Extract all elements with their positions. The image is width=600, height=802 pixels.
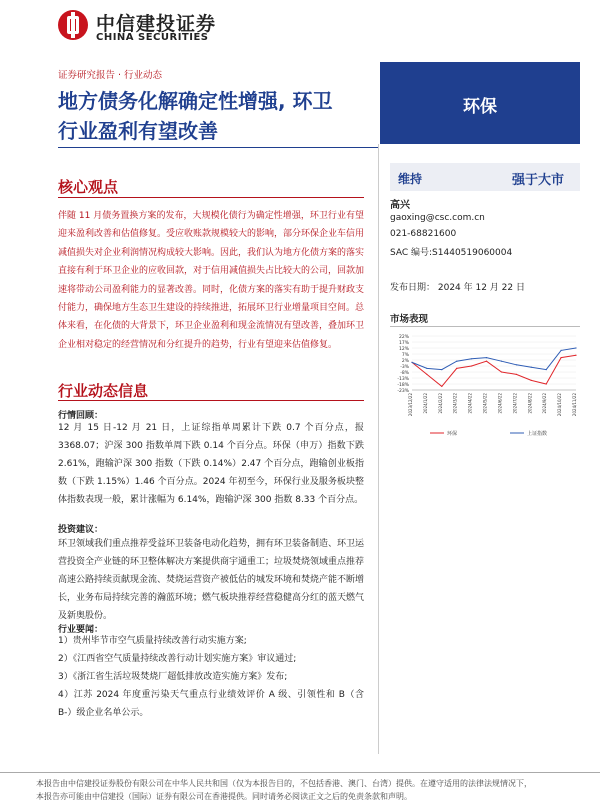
rating-value: 强于大市 xyxy=(511,173,564,188)
y-tick-label: 7% xyxy=(401,353,409,358)
data-point xyxy=(456,368,457,369)
title-divider xyxy=(58,147,378,148)
x-tick-label: 2024/10/22 xyxy=(557,393,563,417)
policy-list xyxy=(58,632,364,722)
y-tick-label: 17% xyxy=(398,341,409,346)
market-heading: 市场表现 xyxy=(390,314,429,325)
review-text: 12 月 15 日-12 月 21 日，上证综指单周累计下跌 0.7 个百分点，报 3368.07；沪深 300 指数单周下跌 0.14 个百分点。环保（申万）指数下跌 2.61%，跑输沪深 300 指数（下跌 0.14%）2.47 个百分点，跑输创业板指数（下跌 1.15%）1.46 个百分点。2024 年初至今，环保行业及服务板块整体指数表现一般，累计涨幅为 6.14%，跑输沪深 300 指数 8.33 个百分点。 xyxy=(58,423,364,505)
policy-label: 行业要闻： xyxy=(58,625,104,635)
data-point xyxy=(501,361,502,362)
data-point xyxy=(456,361,457,362)
dynamics-heading: 行业动态信息 xyxy=(58,382,149,400)
x-tick-label: 2024/2/22 xyxy=(437,393,443,414)
data-point xyxy=(486,357,487,358)
data-point xyxy=(575,347,576,348)
data-point xyxy=(501,371,502,372)
data-point xyxy=(471,358,472,359)
core-text: 伴随 11 月债务置换方案的发布，大规模化债行为确定性增强，环卫行业有望迎来盈利改善和估值修复。受应收账款规模较大的影响，部分环保企业车信用减值损失对企业利润情况构成较大影响。因此，我们认为地方化债方案的落实直接有利于环卫企业的应收回款，对于信用减值损失占比较大的公司，回款加速将带动公司盈利能力的显著改善。同时，化债方案的落实有助于提升财政支付能力，确保地方生态卫生建设的持续推进，拓展环卫行业增量项目空间。总体来看，在化债的大背景下，环卫企业盈利和现金流情况有望改善，叠加环卫企业相对稳定的经营情况和分红提升的趋势，行业有望迎来估值修复。 xyxy=(58,211,365,350)
page-title xyxy=(58,86,388,146)
data-point xyxy=(560,350,561,351)
y-tick-label: -3% xyxy=(400,365,409,370)
y-tick-label: 12% xyxy=(398,347,409,352)
rating-label: 维持 xyxy=(398,172,423,186)
x-tick-label: 2024/7/22 xyxy=(512,393,518,414)
y-tick-label: 22% xyxy=(398,335,409,340)
title-line-1: 地方债务化解确定性增强, 环卫 xyxy=(58,89,333,113)
data-point xyxy=(516,374,517,375)
market-heading-rule xyxy=(390,326,580,327)
y-tick-label: -18% xyxy=(397,383,409,388)
core-heading-rule xyxy=(58,197,364,198)
data-point xyxy=(546,369,547,370)
legend-label: 环保 xyxy=(447,431,458,437)
y-tick-label: -8% xyxy=(400,371,409,376)
list-item: 3）《浙江省生活垃圾焚烧厂超低排放改造实施方案》发布; xyxy=(58,672,288,682)
list-item: 4）江苏 2024 年度重污染天气重点行业绩效评价 A 级、引领性和 B（含 B-）级企业名单公示。 xyxy=(58,690,364,718)
advice-label: 投资建议： xyxy=(58,525,104,535)
y-tick-label: -23% xyxy=(397,389,409,394)
analyst-phone: 021-68821600 xyxy=(390,229,457,239)
data-point xyxy=(426,368,427,369)
x-tick-label: 2024/8/22 xyxy=(527,393,533,414)
company-name: 中信建投证券 xyxy=(96,13,217,35)
footer-disclaimer-1: 本报告由中信建投证券股份有限公司在中华人民共和国（仅为本报告目的，不包括香港、澳门、台湾）提供。在遵守适用的法律法规情况下， xyxy=(36,779,532,788)
y-tick-label: 2% xyxy=(401,359,409,364)
dynamics-heading-rule xyxy=(58,400,364,401)
list-item: 1）贵州毕节市空气质量持续改善行动实施方案; xyxy=(58,636,247,646)
data-point xyxy=(426,374,427,375)
market-performance-chart xyxy=(390,332,580,440)
column-divider xyxy=(378,144,379,754)
x-tick-label: 2024/11/22 xyxy=(572,393,577,417)
data-point xyxy=(531,380,532,381)
advice-text: 环卫领域我们重点推荐受益环卫装备电动化趋势，拥有环卫装备制造、环卫运营投资全产业链的环卫整体解决方案提供商宇通重工；垃圾焚烧领域重点推荐高速公路持续贡献现金流、焚烧运营资产被低估的城发环境和焚烧产能不断增长，业务布局持续完善的瀚蓝环境；燃气板块推荐经营稳健高分红的蓝天燃气及新奥股份。 xyxy=(58,539,365,621)
x-tick-label: 2024/3/22 xyxy=(452,393,458,414)
core-heading: 核心观点 xyxy=(58,178,119,196)
data-point xyxy=(411,362,412,363)
x-tick-label: 2024/4/22 xyxy=(467,393,473,414)
company-name-en: CHINA SECURITIES xyxy=(96,32,209,43)
report-type: 证券研究报告 · 行业动态 xyxy=(58,70,163,81)
data-point xyxy=(546,383,547,384)
footer-disclaimer-2: 本报告亦可能由中信建投（国际）证券有限公司在香港提供。同时请务必阅读正文之后的免责条款和声明。 xyxy=(36,792,412,801)
x-tick-label: 2024/1/22 xyxy=(422,393,428,414)
list-item: 2）《江西省空气质量持续改善行动计划实施方案》审议通过; xyxy=(58,654,297,664)
sector-label: 环保 xyxy=(463,97,497,117)
title-line-2: 行业盈利有望改善 xyxy=(58,119,218,143)
data-point xyxy=(486,361,487,362)
x-tick-label: 2024/5/22 xyxy=(482,393,488,414)
y-tick-label: -13% xyxy=(397,377,409,382)
data-point xyxy=(441,369,442,370)
data-point xyxy=(516,364,517,365)
company-logo-icon xyxy=(58,10,88,40)
x-tick-label: 2024/6/22 xyxy=(497,393,503,414)
legend-label: 上证指数 xyxy=(527,431,548,437)
publish-date: 发布日期： 2024 年 12 月 22 日 xyxy=(390,283,525,293)
data-point xyxy=(441,386,442,387)
sector-banner xyxy=(380,62,580,144)
analyst-email: gaoxing@csc.com.cn xyxy=(390,213,485,223)
data-point xyxy=(560,357,561,358)
review-label: 行情回顾： xyxy=(58,411,104,421)
analyst-name: 高兴 xyxy=(390,200,410,211)
analyst-sac: SAC 编号:S1440519060004 xyxy=(390,248,513,258)
rating-bar xyxy=(390,163,580,191)
x-tick-label: 2023/12/22 xyxy=(408,393,413,417)
data-point xyxy=(471,365,472,366)
x-tick-label: 2024/9/22 xyxy=(542,393,548,414)
footer-divider xyxy=(0,772,600,773)
data-point xyxy=(575,355,576,356)
data-point xyxy=(531,367,532,368)
